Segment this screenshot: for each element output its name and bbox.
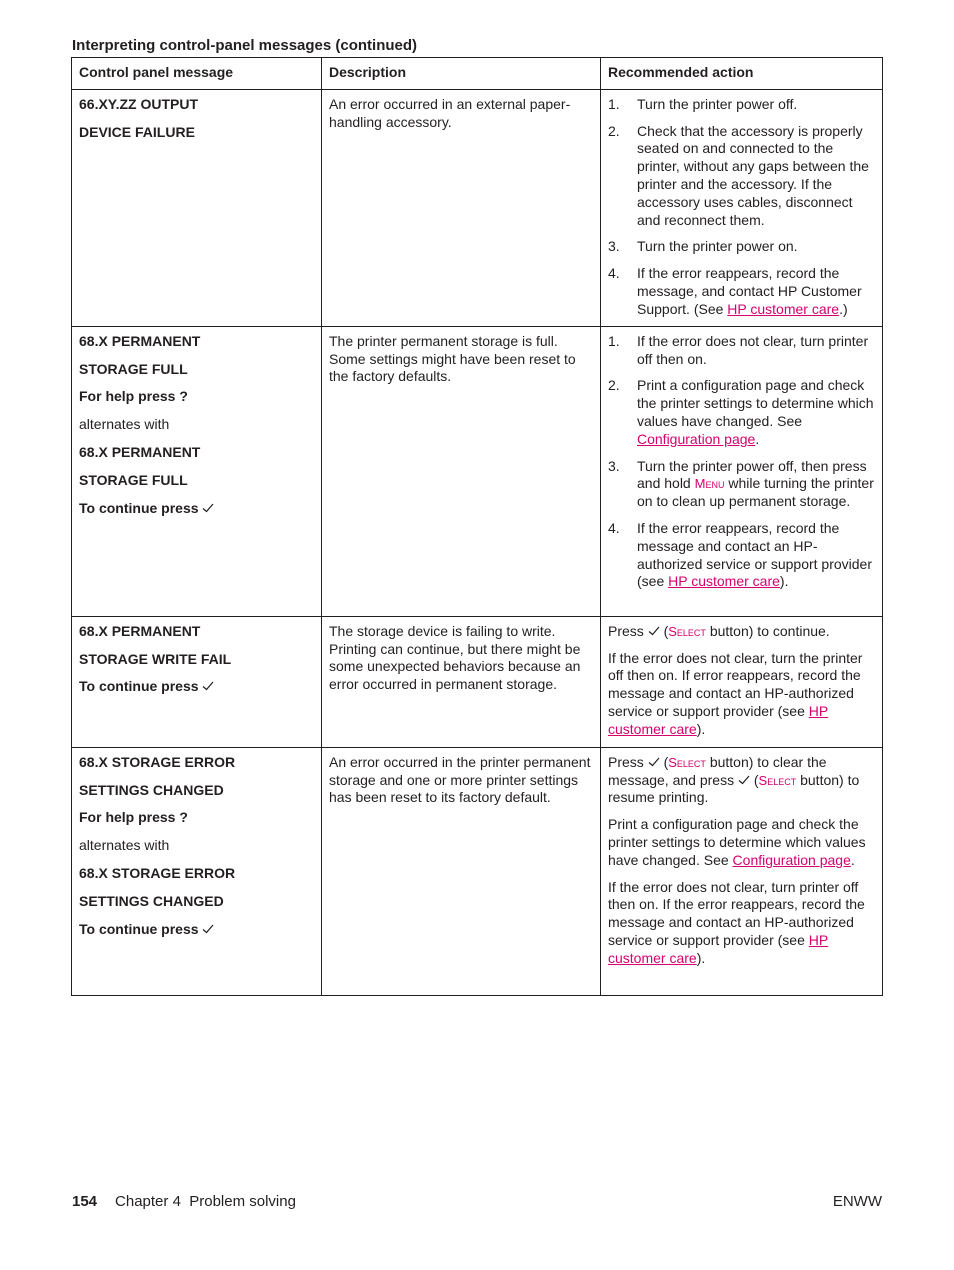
cp-message-line — [79, 809, 314, 827]
cp-message-line: 68.X STORAGE ERROR — [79, 753, 236, 770]
step-number: 2. — [608, 377, 620, 394]
step-number: 1. — [608, 95, 620, 112]
step-text: Turn the printer power on. — [637, 238, 798, 255]
select-button-label: Select — [758, 772, 797, 788]
action-steps — [608, 96, 875, 319]
description-cell: The storage device is failing to write. Printing can continue, but there might be some unexpected behaviors because an error occurred in permanent storage. — [322, 616, 601, 747]
description-cell: An error occurred in an external paper-handling accessory. — [322, 89, 601, 326]
step-text: If the error does not clear, turn printer off then on. — [637, 332, 869, 367]
action-paragraph — [608, 650, 875, 739]
recommended-action-cell — [601, 747, 883, 995]
page-footer-right: ENWW — [832, 1193, 882, 1210]
control-panel-message-cell — [72, 747, 322, 995]
action-text: If the error does not clear, turn printer off then on. If the error reappears, record the message and contact an HP-authorized service or support provider (see — [608, 878, 865, 948]
action-step — [608, 238, 875, 256]
checkmark-icon — [202, 681, 214, 691]
table-header-row — [72, 58, 883, 90]
step-text: Print a configuration page and check the printer settings to determine which values have changed. See — [637, 377, 874, 429]
action-text: Press — [608, 622, 644, 639]
cp-message-line: 68.X PERMANENT — [79, 332, 201, 349]
hp-customer-care-link[interactable]: HP customer care — [608, 702, 829, 737]
chapter-label: Chapter 4 Problem solving — [115, 1193, 296, 1210]
step-text: If the error reappears, record the message and contact an HP-authorized service or support provider (see — [637, 519, 873, 590]
cp-message-line: 68.X PERMANENT — [79, 622, 201, 639]
action-step — [608, 96, 875, 114]
step-text: If the error reappears, record the message, and contact HP Customer Support. (See — [637, 265, 862, 317]
action-text: ( — [663, 622, 669, 639]
configuration-page-link[interactable]: Configuration page — [637, 430, 756, 447]
cp-message-line: SETTINGS CHANGED — [79, 892, 224, 909]
cp-message-line: alternates with — [79, 837, 170, 854]
continue-press-label: To continue press — [79, 920, 199, 937]
page-number: 154 — [72, 1193, 98, 1210]
table-row — [72, 616, 883, 747]
step-text: while turning the printer on to clean up permanent storage. — [637, 475, 874, 510]
help-icon: ? — [179, 809, 188, 826]
action-step — [608, 520, 875, 591]
cp-message-line — [79, 921, 314, 939]
action-text: ( — [663, 753, 669, 770]
action-paragraph — [608, 754, 875, 807]
step-text: Turn the printer power off, then press and hold — [637, 457, 867, 492]
step-number: 3. — [608, 238, 620, 255]
help-press-label: For help press — [79, 809, 176, 826]
table-row — [72, 747, 883, 995]
cp-message-line: STORAGE FULL — [79, 360, 188, 377]
hp-customer-care-link[interactable]: HP customer care — [668, 573, 780, 590]
cp-message-line: 68.X PERMANENT — [79, 443, 201, 460]
help-icon: ? — [179, 388, 188, 405]
step-number: 3. — [608, 457, 620, 474]
help-press-label: For help press — [79, 388, 176, 405]
control-panel-message-cell — [72, 616, 322, 747]
action-text: If the error does not clear, turn the printer off then on. If error reappears, record the message and contact an HP-authorized service or support provider (see — [608, 649, 863, 719]
cp-message-line — [79, 678, 314, 696]
step-number: 2. — [608, 122, 620, 139]
description-cell: The printer permanent storage is full. Some settings might have been reset to the factory defaults. — [322, 326, 601, 616]
configuration-page-link[interactable]: Configuration page — [732, 851, 851, 868]
cp-message-line: alternates with — [79, 416, 170, 433]
step-text: Turn the printer power off. — [637, 95, 798, 112]
step-number: 1. — [608, 332, 620, 349]
control-panel-message-cell — [72, 89, 322, 326]
step-text: Check that the accessory is properly seated on and connected to the printer, without any gaps between the printer and the accessory. If the accessory uses cables, disconnect and reconnect them. — [637, 122, 869, 228]
action-text: . — [850, 851, 855, 868]
hp-customer-care-link[interactable]: HP customer care — [727, 300, 840, 317]
cp-message-line: STORAGE FULL — [79, 471, 188, 488]
action-text: ( — [753, 771, 759, 788]
table-title: Interpreting control-panel messages (continued) — [72, 37, 418, 54]
action-text: button) to continue. — [705, 622, 830, 639]
recommended-action-cell — [601, 326, 883, 616]
recommended-action-cell — [601, 89, 883, 326]
action-paragraph — [608, 623, 875, 641]
cp-message-line: STORAGE WRITE FAIL — [79, 650, 232, 667]
checkmark-icon — [648, 757, 660, 767]
action-paragraph — [608, 816, 875, 869]
cp-message-line: 68.X STORAGE ERROR — [79, 864, 236, 881]
cp-message-line: SETTINGS CHANGED — [79, 781, 224, 798]
checkmark-icon — [202, 924, 214, 934]
checkmark-icon — [202, 503, 214, 513]
select-button-label: Select — [668, 754, 706, 770]
action-text: Press — [608, 753, 644, 770]
action-text: button) to clear the message, and press — [608, 753, 827, 788]
action-text: ). — [696, 949, 706, 966]
action-text: ). — [696, 720, 706, 737]
table-row — [72, 326, 883, 616]
action-step — [608, 458, 875, 511]
action-paragraph — [608, 879, 875, 968]
cp-message-line — [79, 500, 314, 518]
step-number: 4. — [608, 265, 620, 282]
continue-press-label: To continue press — [79, 499, 199, 516]
step-text: ). — [779, 573, 789, 590]
action-text: button) to resume printing. — [608, 771, 860, 806]
action-steps — [608, 333, 875, 591]
cp-message-line: DEVICE FAILURE — [79, 123, 195, 140]
control-panel-messages-table — [71, 57, 883, 996]
select-button-label: Select — [668, 623, 706, 639]
table-row — [72, 89, 883, 326]
cp-message-line — [79, 388, 314, 406]
cp-message-line: 66.XY.ZZ OUTPUT — [79, 95, 199, 112]
header-description: Description — [322, 58, 601, 90]
action-step — [608, 265, 875, 318]
step-text: .) — [839, 300, 848, 317]
menu-button-label: Menu — [694, 476, 725, 492]
page-footer-left — [72, 1193, 296, 1210]
step-number: 4. — [608, 519, 620, 536]
checkmark-icon — [738, 775, 750, 785]
description-cell: An error occurred in the printer permanent storage and one or more printer settings has been reset to its factory default. — [322, 747, 601, 995]
header-control-panel-message: Control panel message — [72, 58, 322, 90]
action-step — [608, 333, 875, 369]
step-text: . — [755, 430, 760, 447]
hp-customer-care-link[interactable]: HP customer care — [608, 931, 829, 966]
continue-press-label: To continue press — [79, 678, 199, 695]
action-step — [608, 377, 875, 448]
action-text: Print a configuration page and check the printer settings to determine which values have changed. See — [608, 816, 866, 868]
checkmark-icon — [648, 626, 660, 636]
action-step — [608, 123, 875, 230]
header-recommended-action: Recommended action — [601, 58, 883, 90]
recommended-action-cell — [601, 616, 883, 747]
control-panel-message-cell — [72, 326, 322, 616]
